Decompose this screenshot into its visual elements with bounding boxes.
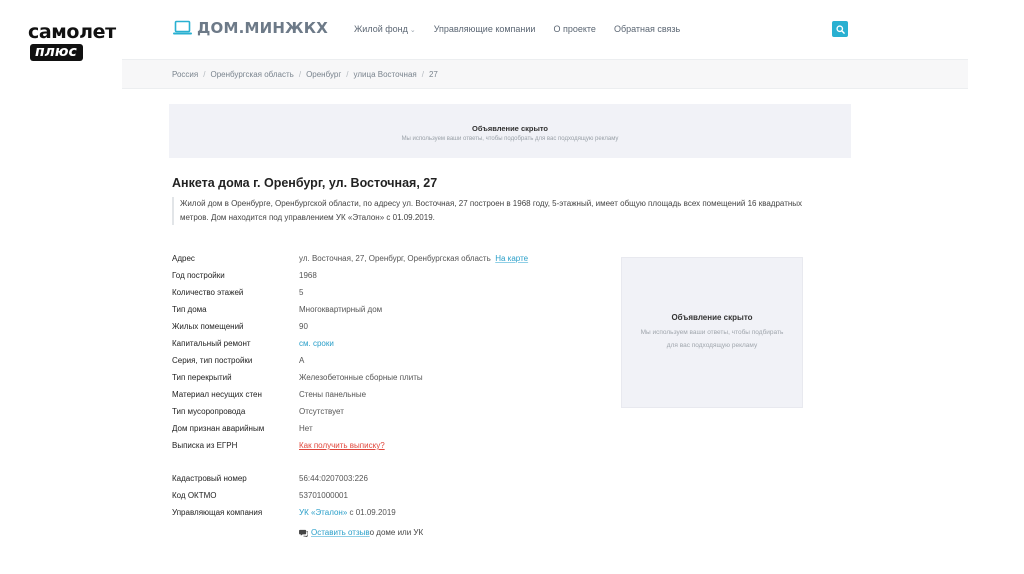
prop-row-living-rooms <box>172 318 528 335</box>
breadcrumb-separator: / <box>203 69 206 79</box>
breadcrumb-separator: / <box>346 69 349 79</box>
ad-side-subtitle <box>622 326 802 352</box>
prop-label: Количество этажей <box>172 288 244 297</box>
prop-label: Жилых помещений <box>172 322 244 331</box>
prop-value: Железобетонные сборные плиты <box>299 373 423 382</box>
prop-row-wall-material <box>172 386 528 403</box>
chevron-down-icon: ⌄ <box>409 27 416 34</box>
prop-value: Многоквартирный дом <box>299 305 383 314</box>
prop-label: Дом признан аварийным <box>172 424 265 433</box>
leave-review-link[interactable]: Оставить отзыв <box>311 528 370 537</box>
prop-row-garbage <box>172 403 528 420</box>
prop-row-floors <box>172 284 528 301</box>
breadcrumb-item-city[interactable]: Оренбург <box>306 69 342 79</box>
breadcrumb-item-russia[interactable]: Россия <box>172 69 199 79</box>
nav-item-management-companies[interactable]: Управляющие компании <box>433 24 536 34</box>
prop-gap <box>172 454 528 470</box>
prop-label: Выписка из ЕГРН <box>172 441 238 450</box>
search-icon <box>836 25 845 34</box>
prop-label: Тип мусоропровода <box>172 407 246 416</box>
prop-value: А <box>299 356 305 365</box>
house-description: Жилой дом в Оренбурге, Оренбургской области, по адресу ул. Восточная, 27 построен в 1968 году, 5-этажный, имеет общую площадь всех помещений 16 квадратных метров. Дом находится под управлением УК «Эталон» с 01.09.2019. <box>172 197 832 225</box>
prop-label: Код ОКТМО <box>172 491 217 500</box>
page-title: Анкета дома г. Оренбург, ул. Восточная, 27 <box>172 176 438 190</box>
nav-item-feedback[interactable]: Обратная связь <box>613 24 681 34</box>
site-logo[interactable] <box>173 19 328 37</box>
ad-top-title: Объявление скрыто <box>471 124 549 133</box>
company-since: с 01.09.2019 <box>347 508 396 517</box>
prop-row-oktmo <box>172 487 528 504</box>
prop-row-egrn <box>172 437 528 454</box>
company-link[interactable]: УК «Эталон» <box>299 508 348 517</box>
ad-banner-side <box>621 257 803 408</box>
nav-label-housing: Жилой фонд <box>354 24 408 34</box>
ad-side-subtitle-line1: Мы используем ваши ответы, чтобы подбирать <box>640 329 784 336</box>
prop-label: Материал несущих стен <box>172 390 262 399</box>
laptop-icon <box>173 20 192 36</box>
prop-value: Отсутствует <box>299 407 344 416</box>
egrn-link[interactable]: Как получить выписку? <box>299 441 385 450</box>
prop-label: Тип перекрытий <box>172 373 232 382</box>
ad-side-title: Объявление скрыто <box>671 313 753 322</box>
comments-icon <box>299 529 308 537</box>
prop-row-house-type <box>172 301 528 318</box>
house-properties <box>172 250 528 521</box>
prop-value: 53701000001 <box>299 491 348 500</box>
ad-top-subtitle: Мы используем ваши ответы, чтобы подобрать для вас подходящую рекламу <box>401 136 619 142</box>
prop-label: Кадастровый номер <box>172 474 247 483</box>
breadcrumb-item-street[interactable]: улица Восточная <box>353 69 417 79</box>
breadcrumb-item-house: 27 <box>428 69 438 79</box>
prop-value: 5 <box>299 288 304 297</box>
breadcrumb-separator: / <box>298 69 302 79</box>
prop-row-year <box>172 267 528 284</box>
repair-terms-link[interactable]: см. сроки <box>299 339 334 348</box>
prop-row-emergency <box>172 420 528 437</box>
prop-row-repair <box>172 335 528 352</box>
samolet-logo-top: самолет <box>28 21 116 43</box>
prop-value: 56:44:0207003:226 <box>299 474 368 483</box>
address-value: ул. Восточная, 27, Оренбург, Оренбургская область <box>299 254 491 263</box>
prop-label: Адрес <box>172 254 195 263</box>
prop-row-series <box>172 352 528 369</box>
breadcrumb-separator: / <box>421 69 424 79</box>
prop-label: Серия, тип постройки <box>172 356 253 365</box>
samolet-plus-logo <box>28 22 116 61</box>
prop-label: Год постройки <box>172 271 225 280</box>
prop-label: Капитальный ремонт <box>172 339 251 348</box>
ad-side-subtitle-line2: для вас подходящую рекламу <box>666 342 758 349</box>
review-line <box>299 528 423 537</box>
samolet-logo-bottom: плюс <box>30 44 83 61</box>
prop-row-floor-type <box>172 369 528 386</box>
ad-banner-top <box>169 104 851 158</box>
prop-row-address <box>172 250 528 267</box>
prop-label: Управляющая компания <box>172 508 263 517</box>
map-link[interactable]: На карте <box>495 254 529 263</box>
search-button[interactable] <box>832 21 848 37</box>
prop-label: Тип дома <box>172 305 207 314</box>
site-name: ДОМ.МИНЖКХ <box>197 19 328 37</box>
review-suffix: о доме или УК <box>369 528 424 537</box>
breadcrumb-item-region[interactable]: Оренбургская область <box>210 69 294 79</box>
nav-item-about[interactable]: О проекте <box>553 24 596 34</box>
prop-value: 1968 <box>299 271 317 280</box>
prop-value <box>299 508 396 517</box>
prop-value: Нет <box>299 424 313 433</box>
main-nav <box>354 24 698 34</box>
prop-row-company <box>172 504 528 521</box>
nav-item-housing[interactable] <box>354 24 416 34</box>
prop-value: 90 <box>299 322 308 331</box>
prop-row-cadastral <box>172 470 528 487</box>
prop-value <box>299 254 528 263</box>
prop-value: Стены панельные <box>299 390 367 399</box>
breadcrumb <box>122 59 968 89</box>
